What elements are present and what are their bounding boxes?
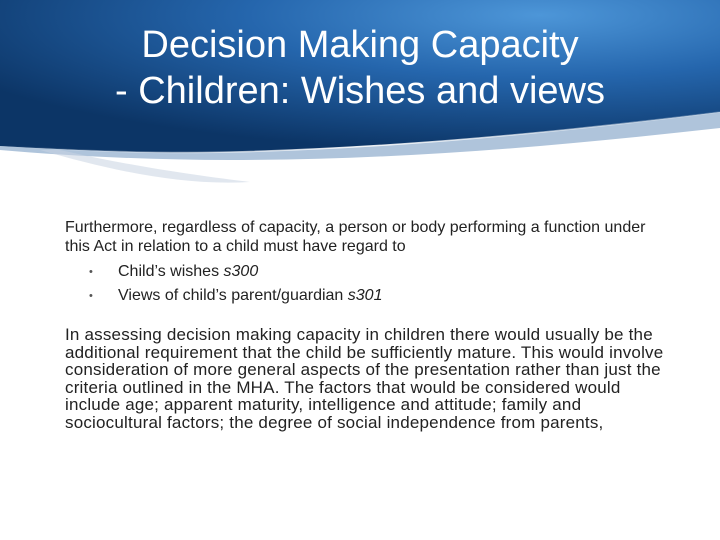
intro-text: Furthermore, regardless of capacity, a person or body performing a function under this Act in relation to a child must have regard to bbox=[65, 219, 646, 255]
slide-title-line-2: - Children: Wishes and views bbox=[115, 70, 605, 112]
title-banner bbox=[0, 0, 720, 190]
slide-body bbox=[65, 218, 665, 431]
bullet-icon: • bbox=[89, 290, 93, 302]
slide-title bbox=[0, 22, 720, 114]
bullet-list bbox=[65, 260, 665, 308]
bullet-item bbox=[65, 260, 665, 284]
section-reference: s300 bbox=[223, 263, 259, 280]
assessment-paragraph: In assessing decision making capacity in children there would usually be the additional requirement that the child be sufficiently mature. This would involve consideration of more general aspects of the presentation rather than just the criteria outlined in the MHA. The factors that would be considered would include age; apparent maturity, intelligence and attitude; family and sociocultural factors; the degree of social independence from parents, bbox=[65, 325, 664, 432]
slide-title-line-1: Decision Making Capacity bbox=[141, 24, 579, 66]
bullet-icon: • bbox=[89, 266, 93, 278]
section-reference: s301 bbox=[347, 287, 383, 304]
bullet-text: Child’s wishes bbox=[118, 263, 224, 280]
bullet-text: Views of child’s parent/guardian bbox=[118, 287, 348, 304]
bullet-item bbox=[65, 284, 665, 308]
